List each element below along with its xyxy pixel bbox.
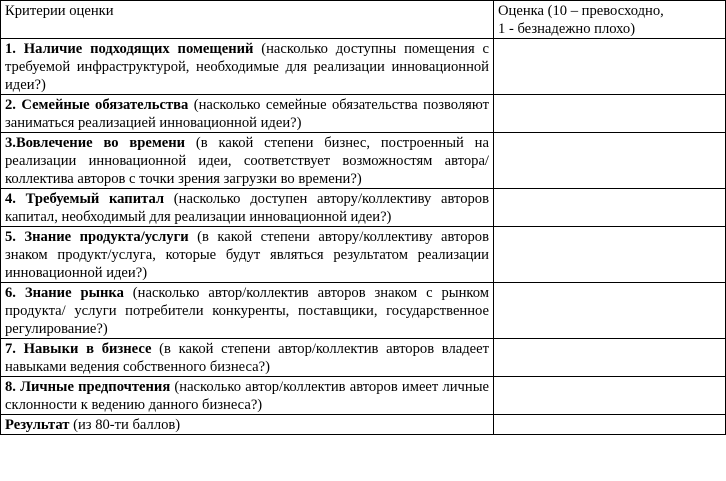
score-cell[interactable] — [494, 339, 726, 377]
result-title: Результат — [5, 417, 70, 433]
score-cell[interactable] — [494, 377, 726, 415]
score-cell[interactable] — [494, 39, 726, 95]
criterion-desc: (насколько автор/коллектив авторов знаком с рынком продукта/ услуги потребители конкуренты, поставщики, государственное регулирование?) — [5, 285, 489, 337]
criterion-desc: (в какой степени автору/коллективу авторов знаком продукт/услуга, которые будут являться результатом реализации инновационной идеи?) — [5, 229, 489, 281]
criterion-cell — [1, 339, 494, 377]
score-cell[interactable] — [494, 189, 726, 227]
table-row — [1, 283, 726, 339]
table-row — [1, 189, 726, 227]
header-score-cell — [494, 1, 726, 39]
criterion-desc: (насколько семейные обязательства позволяют заниматься реализацией инновационной идеи?) — [5, 97, 489, 131]
table-row — [1, 95, 726, 133]
score-cell[interactable] — [494, 283, 726, 339]
criterion-desc: (насколько доступны помещения с требуемой инфраструктурой, необходимые для реализации инновационной идеи?) — [5, 41, 489, 93]
table-row — [1, 227, 726, 283]
result-score-cell[interactable] — [494, 415, 726, 435]
header-criteria-cell — [1, 1, 494, 39]
criterion-desc: (насколько доступен автору/коллективу авторов капитал, необходимый для реализации инновационной идеи?) — [5, 191, 489, 225]
result-cell — [1, 415, 494, 435]
criterion-cell — [1, 189, 494, 227]
criterion-desc: (в какой степени бизнес, построенный на реализации инновационной идеи, соответствует возможностям автора/коллектива авторов с точки зрения загрузки во времени?) — [5, 135, 489, 187]
criterion-desc: (насколько автор/коллектив авторов имеет личные склонности к ведению данного бизнеса?) — [5, 379, 489, 413]
header-score-line1: Оценка (10 – превосходно, — [498, 3, 664, 19]
criterion-desc: (в какой степени автор/коллектив авторов владеет навыками ведения собственного бизнеса?) — [5, 341, 490, 375]
criterion-cell — [1, 283, 494, 339]
criterion-title: 5. Знание продукта/услуги — [5, 229, 189, 245]
criterion-title: 8. Личные предпочтения — [5, 379, 171, 395]
header-score-line2: 1 - безнадежно плохо) — [498, 21, 636, 37]
criterion-title: 2. Семейные обязательства — [5, 97, 189, 113]
criterion-title: 6. Знание рынка — [5, 285, 124, 301]
score-cell[interactable] — [494, 95, 726, 133]
criterion-cell — [1, 95, 494, 133]
score-cell[interactable] — [494, 133, 726, 189]
header-criteria: Критерии оценки — [5, 3, 114, 19]
criterion-cell — [1, 377, 494, 415]
criterion-cell — [1, 133, 494, 189]
criterion-title: 1. Наличие подходящих помещений — [5, 41, 254, 57]
result-row — [1, 415, 726, 435]
score-cell[interactable] — [494, 227, 726, 283]
table-row — [1, 377, 726, 415]
table-row — [1, 339, 726, 377]
criterion-title: 4. Требуемый капитал — [5, 191, 165, 207]
criterion-title: 3.Вовлечение во времени — [5, 135, 186, 151]
result-desc: (из 80-ти баллов) — [69, 417, 181, 433]
table-header-row — [1, 1, 726, 39]
criterion-cell — [1, 39, 494, 95]
criterion-cell — [1, 227, 494, 283]
table-row — [1, 39, 726, 95]
table-row — [1, 133, 726, 189]
criterion-title: 7. Навыки в бизнесе — [5, 341, 152, 357]
